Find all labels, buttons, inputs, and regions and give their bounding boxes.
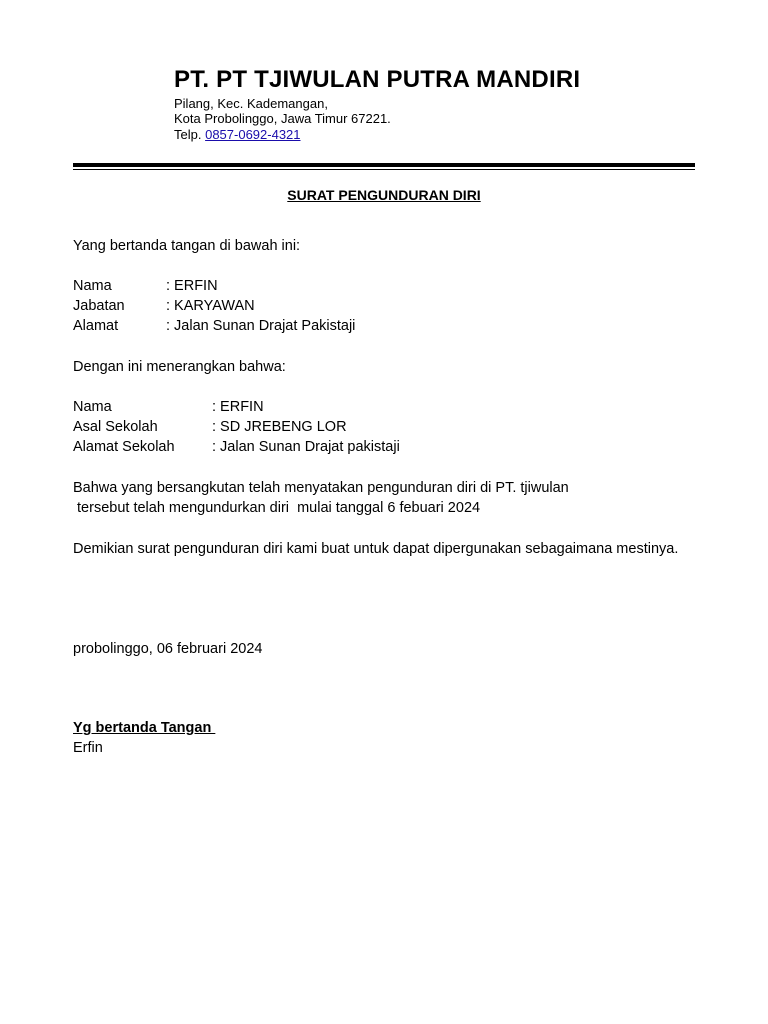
intro-text: Yang bertanda tangan di bawah ini: <box>73 238 301 254</box>
field-value: : SD JREBENG LOR <box>212 419 347 435</box>
phone-line <box>174 127 301 143</box>
field-value: : Jalan Sunan Drajat pakistaji <box>212 439 400 455</box>
body-line-1: Bahwa yang bersangkutan telah menyatakan pengunduran diri di PT. tjiwulan <box>73 480 569 496</box>
place-date: probolinggo, 06 februari 2024 <box>73 641 263 657</box>
field-label: Alamat Sekolah <box>73 439 175 455</box>
address-line-1: Pilang, Kec. Kademangan, <box>174 96 328 111</box>
field-value: : ERFIN <box>166 278 218 294</box>
header-divider-thin <box>73 169 695 170</box>
signer-row-position <box>73 297 255 315</box>
subject-row-school-address <box>73 438 400 456</box>
field-label: Nama <box>73 399 112 415</box>
field-value: : ERFIN <box>212 399 264 415</box>
subject-row-school <box>73 418 347 436</box>
signature-name: Erfin <box>73 740 103 756</box>
header-divider-thick <box>73 163 695 167</box>
field-value: : Jalan Sunan Drajat Pakistaji <box>166 318 356 334</box>
field-label: Jabatan <box>73 298 125 314</box>
address-line-2: Kota Probolinggo, Jawa Timur 67221. <box>174 111 391 126</box>
phone-link[interactable]: 0857-0692-4321 <box>205 127 301 142</box>
company-name: PT. PT TJIWULAN PUTRA MANDIRI <box>174 66 581 93</box>
document-title: SURAT PENGUNDURAN DIRI <box>287 187 481 203</box>
statement-intro: Dengan ini menerangkan bahwa: <box>73 359 286 375</box>
subject-row-name <box>73 398 264 416</box>
field-label: Asal Sekolah <box>73 419 158 435</box>
field-label: Alamat <box>73 318 119 334</box>
signature-title: Yg bertanda Tangan <box>73 720 216 736</box>
signer-row-address <box>73 317 355 335</box>
signer-row-name <box>73 277 218 295</box>
closing-paragraph: Demikian surat pengunduran diri kami buat untuk dapat dipergunakan sebagaimana mestinya. <box>73 541 679 557</box>
field-value: : KARYAWAN <box>166 298 255 314</box>
phone-label: Telp. <box>174 127 202 142</box>
field-label: Nama <box>73 278 112 294</box>
body-line-2: tersebut telah mengundurkan diri mulai tanggal 6 febuari 2024 <box>73 500 481 516</box>
